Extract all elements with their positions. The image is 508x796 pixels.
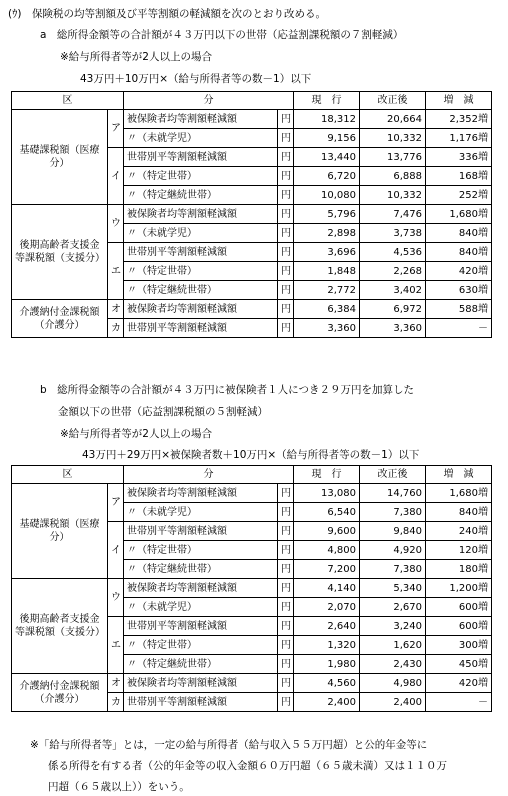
revised-value: 3,360 (360, 319, 426, 338)
revised-value: 20,664 (360, 110, 426, 129)
change-value: 1,176増 (426, 129, 492, 148)
unit-cell: 円 (278, 167, 294, 186)
change-value: 120増 (426, 541, 492, 560)
unit-cell: 円 (278, 484, 294, 503)
change-value: 1,680増 (426, 484, 492, 503)
revised-value: 7,380 (360, 503, 426, 522)
current-value: 3,360 (294, 319, 360, 338)
current-value: 1,320 (294, 636, 360, 655)
change-value: 252増 (426, 186, 492, 205)
change-value: 240増 (426, 522, 492, 541)
revised-value: 3,738 (360, 224, 426, 243)
current-value: 18,312 (294, 110, 360, 129)
table-row (12, 205, 492, 224)
revised-value: 4,536 (360, 243, 426, 262)
unit-cell: 円 (278, 617, 294, 636)
current-value: 9,156 (294, 129, 360, 148)
unit-cell: 円 (278, 224, 294, 243)
category-cell: 介護納付金課税額（介護分） (12, 674, 108, 712)
item-label: 世帯別平等割額軽減額 (124, 693, 278, 712)
category-cell: 介護納付金課税額（介護分） (12, 300, 108, 338)
item-label: 被保険者均等割額軽減額 (124, 579, 278, 598)
item-label: 〃（特定継続世帯） (124, 186, 278, 205)
revised-value: 10,332 (360, 186, 426, 205)
revised-value: 2,670 (360, 598, 426, 617)
unit-cell: 円 (278, 243, 294, 262)
code-cell: エ (108, 243, 124, 300)
header-change: 増 減 (426, 466, 492, 484)
item-label: 世帯別平等割額軽減額 (124, 243, 278, 262)
unit-cell: 円 (278, 300, 294, 319)
current-value: 2,400 (294, 693, 360, 712)
unit-cell: 円 (278, 541, 294, 560)
item-label: 〃（特定継続世帯） (124, 281, 278, 300)
category-cell: 後期高齢者支援金等課税額（支援分） (12, 579, 108, 674)
unit-cell: 円 (278, 281, 294, 300)
item-label: 〃（特定世帯） (124, 636, 278, 655)
revised-value: 4,920 (360, 541, 426, 560)
current-value: 9,600 (294, 522, 360, 541)
header-item: 分 (124, 466, 294, 484)
item-label: 〃（特定継続世帯） (124, 560, 278, 579)
change-value: 600増 (426, 598, 492, 617)
revised-value: 2,430 (360, 655, 426, 674)
table-row (12, 579, 492, 598)
change-value: － (426, 319, 492, 338)
change-value: 180増 (426, 560, 492, 579)
unit-cell: 円 (278, 503, 294, 522)
current-value: 6,540 (294, 503, 360, 522)
unit-cell: 円 (278, 636, 294, 655)
item-label: 〃（未就学児） (124, 224, 278, 243)
code-cell: カ (108, 319, 124, 338)
item-label: 世帯別平等割額軽減額 (124, 319, 278, 338)
revised-value: 6,888 (360, 167, 426, 186)
item-label: 被保険者均等割額軽減額 (124, 484, 278, 503)
unit-cell: 円 (278, 579, 294, 598)
section-a-formula: 43万円＋10万円×（給与所得者等の数－1）以下 (80, 73, 312, 85)
category-cell: 基礎課税額（医療分） (12, 110, 108, 205)
item-label: 被保険者均等割額軽減額 (124, 674, 278, 693)
code-cell: ア (108, 484, 124, 522)
current-value: 4,560 (294, 674, 360, 693)
header-item: 分 (124, 92, 294, 110)
section-a-note: ※給与所得者等が2人以上の場合 (60, 51, 212, 63)
reduction-table-b (11, 465, 492, 712)
current-value: 4,140 (294, 579, 360, 598)
header-revised: 改正後 (360, 466, 426, 484)
item-label: 〃（未就学児） (124, 598, 278, 617)
unit-cell: 円 (278, 560, 294, 579)
code-cell: オ (108, 674, 124, 693)
item-label: 〃（特定継続世帯） (124, 655, 278, 674)
current-value: 1,980 (294, 655, 360, 674)
section-b-note: ※給与所得者等が2人以上の場合 (60, 428, 212, 440)
change-value: 2,352増 (426, 110, 492, 129)
current-value: 10,080 (294, 186, 360, 205)
current-value: 2,640 (294, 617, 360, 636)
current-value: 2,772 (294, 281, 360, 300)
change-value: 630増 (426, 281, 492, 300)
item-label: 〃（未就学児） (124, 129, 278, 148)
current-value: 4,800 (294, 541, 360, 560)
change-value: 1,680増 (426, 205, 492, 224)
revised-value: 2,268 (360, 262, 426, 281)
item-label: 〃（未就学児） (124, 503, 278, 522)
change-value: 420増 (426, 262, 492, 281)
table-row (12, 300, 492, 319)
reduction-table-a (11, 91, 492, 338)
header-category: 区 (12, 466, 124, 484)
revised-value: 7,476 (360, 205, 426, 224)
category-cell: 後期高齢者支援金等課税額（支援分） (12, 205, 108, 300)
unit-cell: 円 (278, 186, 294, 205)
unit-cell: 円 (278, 598, 294, 617)
section-b-title-line2: 金額以下の世帯（応益割課税額の５割軽減） (58, 406, 268, 418)
code-cell: イ (108, 148, 124, 205)
revised-value: 7,380 (360, 560, 426, 579)
code-cell: ウ (108, 579, 124, 617)
revised-value: 1,620 (360, 636, 426, 655)
item-label: 被保険者均等割額軽減額 (124, 110, 278, 129)
footnote-line1: ※「給与所得者等」とは，一定の給与所得者（給与収入５５万円超）と公的年金等に (30, 739, 428, 751)
item-label: 世帯別平等割額軽減額 (124, 617, 278, 636)
current-value: 6,384 (294, 300, 360, 319)
change-value: 300増 (426, 636, 492, 655)
unit-cell: 円 (278, 319, 294, 338)
change-value: 600増 (426, 617, 492, 636)
category-cell: 基礎課税額（医療分） (12, 484, 108, 579)
code-cell: ウ (108, 205, 124, 243)
change-value: － (426, 693, 492, 712)
footnote-line2: 係る所得を有する者（公的年金等の収入金額６０万円超（６５歳未満）又は１１０万 (48, 760, 447, 772)
code-cell: オ (108, 300, 124, 319)
current-value: 5,796 (294, 205, 360, 224)
revised-value: 13,776 (360, 148, 426, 167)
current-value: 3,696 (294, 243, 360, 262)
header-change: 増 減 (426, 92, 492, 110)
change-value: 420増 (426, 674, 492, 693)
item-label: 〃（特定世帯） (124, 541, 278, 560)
revised-value: 9,840 (360, 522, 426, 541)
unit-cell: 円 (278, 148, 294, 167)
section-a-title: a 総所得金額等の合計額が４３万円以下の世帯（応益割課税額の７割軽減） (40, 29, 404, 41)
revised-value: 14,760 (360, 484, 426, 503)
item-label: 世帯別平等割額軽減額 (124, 148, 278, 167)
unit-cell: 円 (278, 205, 294, 224)
current-value: 13,080 (294, 484, 360, 503)
section-b-formula: 43万円＋29万円×被保険者数＋10万円×（給与所得者等の数－1）以下 (82, 449, 420, 461)
item-label: 〃（特定世帯） (124, 262, 278, 281)
header-current: 現 行 (294, 92, 360, 110)
table-row (12, 484, 492, 503)
change-value: 1,200増 (426, 579, 492, 598)
footnote-line3: 円超（６５歳以上））をいう。 (48, 781, 190, 793)
current-value: 7,200 (294, 560, 360, 579)
change-value: 588増 (426, 300, 492, 319)
code-cell: カ (108, 693, 124, 712)
unit-cell: 円 (278, 129, 294, 148)
current-value: 1,848 (294, 262, 360, 281)
unit-cell: 円 (278, 522, 294, 541)
table-row (12, 674, 492, 693)
item-label: 世帯別平等割額軽減額 (124, 522, 278, 541)
revised-value: 5,340 (360, 579, 426, 598)
change-value: 840増 (426, 224, 492, 243)
unit-cell: 円 (278, 655, 294, 674)
change-value: 336増 (426, 148, 492, 167)
revised-value: 3,402 (360, 281, 426, 300)
header-current: 現 行 (294, 466, 360, 484)
unit-cell: 円 (278, 110, 294, 129)
revised-value: 3,240 (360, 617, 426, 636)
table-header-row (12, 92, 492, 110)
unit-cell: 円 (278, 674, 294, 693)
revised-value: 10,332 (360, 129, 426, 148)
current-value: 2,898 (294, 224, 360, 243)
current-value: 2,070 (294, 598, 360, 617)
header-category: 区 (12, 92, 124, 110)
revised-value: 2,400 (360, 693, 426, 712)
change-value: 168増 (426, 167, 492, 186)
unit-cell: 円 (278, 693, 294, 712)
current-value: 13,440 (294, 148, 360, 167)
revised-value: 4,980 (360, 674, 426, 693)
current-value: 6,720 (294, 167, 360, 186)
table-row (12, 110, 492, 129)
code-cell: イ (108, 522, 124, 579)
revised-value: 6,972 (360, 300, 426, 319)
change-value: 450増 (426, 655, 492, 674)
table-header-row (12, 466, 492, 484)
item-label: 被保険者均等割額軽減額 (124, 205, 278, 224)
section-heading: (ｳ) 保険税の均等割額及び平等割額の軽減額を次のとおり改める。 (8, 8, 326, 20)
item-label: 被保険者均等割額軽減額 (124, 300, 278, 319)
change-value: 840増 (426, 503, 492, 522)
change-value: 840増 (426, 243, 492, 262)
item-label: 〃（特定世帯） (124, 167, 278, 186)
header-revised: 改正後 (360, 92, 426, 110)
unit-cell: 円 (278, 262, 294, 281)
code-cell: エ (108, 617, 124, 674)
section-b-title-line1: b 総所得金額等の合計額が４３万円に被保険者１人につき２９万円を加算した (40, 384, 414, 396)
code-cell: ア (108, 110, 124, 148)
